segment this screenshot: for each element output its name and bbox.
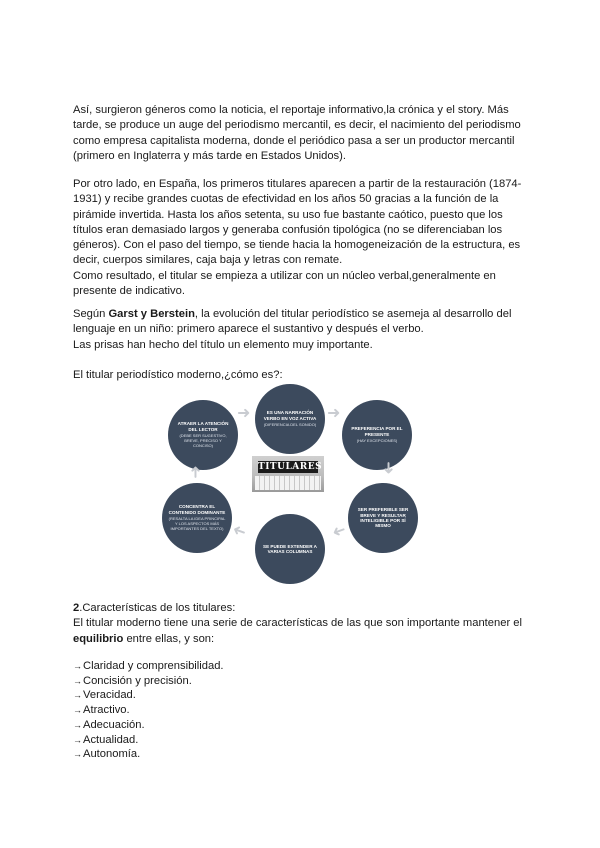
arrow-bullet-icon: →	[73, 690, 81, 701]
equilibrio-bold: equilibrio	[73, 632, 124, 645]
diagram-node-present-tense: PREFERENCIA POR EL PRESENTE (HAY EXCEPCIONES)	[342, 400, 412, 470]
list-item: → Actualidad.	[73, 733, 139, 746]
paragraph-evolution: Según Garst y Berstein, la evolución del titular periodístico se asemeja al desarrollo del lenguaje en un niño: primero aparece el sustantivo y después el verbo. Las prisas han hecho del título un elemento muy importante.	[73, 308, 512, 351]
paragraph-origins: Así, surgieron géneros como la noticia, el reportaje informativo,la crónica y el story. Más tarde, se produce un auge del periodismo mercantil, es decir, el nacimiento del periodismo como empresa capitalista moderna, donde el periódico pasa a ser un productor mercantil (primero en Inglaterra y más tarde en Estados Unidos).	[73, 104, 521, 162]
diagram-node-reader-attention: ATRAER LA ATENCIÓN DEL LECTOR (DEBE SER SUGESTIVO, BREVE, PRECISO Y CONCISO)	[168, 400, 238, 470]
list-item: → Adecuación.	[73, 718, 145, 731]
diagram-node-brief: SER PREFERIBLE SER BREVE Y RESULTAR INTELIGIBLE POR SÍ MISMO	[348, 483, 418, 553]
characteristics-list	[73, 659, 224, 762]
diagram-node-active-voice: ES UNA NARRACIÓN VERBO EN VOZ ACTIVA (DIFERENCIA DEL SONIDO)	[255, 384, 325, 454]
paragraph-spain: Por otro lado, en España, los primeros titulares aparecen a partir de la restauración (1874-1931) y recibe grandes cuotas de efectividad en los años 50 gracias a la función de la pirámide invertida. Hasta los años setenta, su uso fue bastante caótico, puesto que los títulos eran demasiado largos y generaba confusión tipológica (no se diferenciaban los géneros). Con el paso del tiempo, se tiende hacia la homogeneización de la estructura, es decir, cuerpos similares, caja baja y letras con remate. Como resultado, el titular se empieza a utilizar con un núcleo verbal,generalmente en presente de indicativo.	[73, 178, 522, 298]
arrow-bullet-icon: →	[73, 705, 81, 716]
arrow-left-icon: ➜	[230, 520, 249, 541]
arrow-bullet-icon: →	[73, 749, 81, 760]
arrow-bullet-icon: →	[73, 675, 81, 686]
arrow-right-icon: ➜	[327, 405, 341, 422]
authors-bold: Garst y Berstein	[108, 308, 195, 320]
paragraph-question: El titular periodístico moderno,¿cómo es?:	[73, 369, 283, 381]
arrow-bullet-icon: →	[73, 734, 81, 745]
list-item: → Veracidad.	[73, 689, 136, 702]
arrow-bullet-icon: →	[73, 719, 81, 730]
titulares-cycle-diagram	[160, 384, 420, 564]
section-characteristics: 2.Características de los titulares: El titular moderno tiene una serie de características de las que son importante mantener el equilibrio entre ellas, y son:	[73, 601, 533, 647]
titulares-newspaper-image: TITULARES	[252, 456, 324, 492]
section-heading: 2.Características de los titulares:	[73, 602, 236, 614]
arrow-left-icon: ➜	[329, 520, 349, 541]
diagram-node-dominant-content: CONCENTRA EL CONTENIDO DOMINANTE (RESALTA LA IDEA PRINCIPAL Y LOS ASPECTOS MÁS IMPORTANTES DEL TEXTO)	[162, 483, 232, 553]
list-item: → Atractivo.	[73, 704, 130, 717]
list-item: → Claridad y comprensibilidad.	[73, 660, 224, 672]
list-item: → Concisión y precisión.	[73, 674, 192, 687]
arrow-up-icon: ➜	[187, 465, 205, 479]
list-item: → Autonomía.	[73, 748, 141, 761]
arrow-down-icon: ➜	[379, 461, 397, 475]
diagram-node-columns: SE PUEDE EXTENDER A VARIAS COLUMNAS	[255, 514, 325, 584]
arrow-right-icon: ➜	[237, 405, 251, 422]
arrow-bullet-icon: →	[73, 661, 81, 671]
